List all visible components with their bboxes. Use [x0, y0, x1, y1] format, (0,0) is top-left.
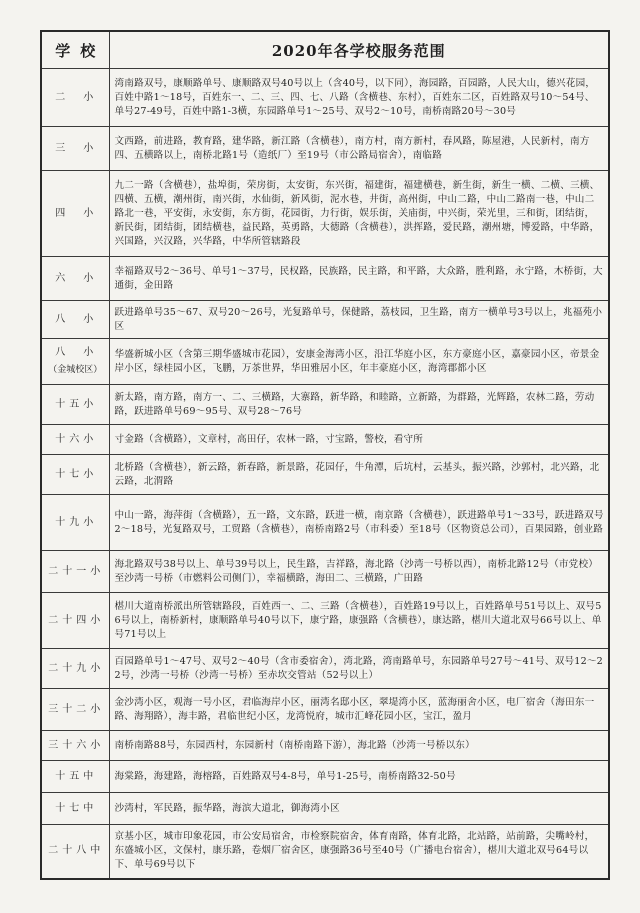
- service-scope: 沙湾村，军民路，振华路，海滨大道北，御海湾小区: [109, 793, 609, 825]
- school-name: 八 小: [41, 301, 109, 339]
- table-row: [41, 127, 609, 171]
- school-name: 二 小: [41, 69, 109, 127]
- service-scope: 南桥南路88号，东园西村，东园新村（南桥南路下游），海北路（沙湾一号桥以东）: [109, 731, 609, 761]
- table-header-row: [41, 31, 609, 69]
- service-scope: 海棠路，海建路，海榕路，百姓路双号4-8号，单号1-25号，南桥南路32-50号: [109, 761, 609, 793]
- table-row: [41, 339, 609, 385]
- school-name: 十七中: [41, 793, 109, 825]
- header-school: 学校: [41, 31, 109, 69]
- service-scope: 跃进路单号35～67、双号20～26号，光复路单号，保健路，荔枝园，卫生路，南方一横单号3号以上，兆福苑小区: [109, 301, 609, 339]
- service-scope: 新太路，南方路，南方一、二、三横路，大寨路，新华路，和睦路，立新路，为群路，光辉路，农林二路，劳动路，跃进路单号69～95号、双号28～76号: [109, 385, 609, 425]
- school-name-with-campus: [41, 339, 109, 385]
- table-row: [41, 385, 609, 425]
- table-row: [41, 689, 609, 731]
- table-row: [41, 301, 609, 339]
- service-scope: 金沙湾小区，观海一号小区，君临海岸小区，丽湾名邸小区，翠堤湾小区，蓝海丽舍小区，电厂宿舍（海田东一路、海翔路），海丰路，君临世纪小区，龙湾悦府，城市汇峰花园小区，宝江，盈月: [109, 689, 609, 731]
- table-row: [41, 825, 609, 879]
- table-row: [41, 793, 609, 825]
- school-name: 四 小: [41, 171, 109, 257]
- school-name: 二十四小: [41, 593, 109, 649]
- school-name: 二十八中: [41, 825, 109, 879]
- service-scope: 寸金路（含横路），文章村，高田仔，农林一路，寸宝路，警校，看守所: [109, 425, 609, 455]
- service-scope: 椹川大道南桥派出所管辖路段，百姓西一、二、三路（含横巷），百姓路19号以上，百姓路单号51号以上、双号56号以上，南桥新村，康顺路单号40号以下，康宁路，康强路（含横巷），康达路，椹川大道北双号66号以上、单号71号以上: [109, 593, 609, 649]
- school-name: 十七小: [41, 455, 109, 495]
- table-row: [41, 171, 609, 257]
- service-scope: 百园路单号1～47号、双号2～40号（含市委宿舍），湾北路，湾南路单号，东园路单号27号～41号、双号12～22号，沙湾一号桥（沙湾一号桥）至赤坎交管站（52号以上）: [109, 649, 609, 689]
- school-name: 三 小: [41, 127, 109, 171]
- service-scope: 京基小区，城市印象花园，市公安局宿舍，市检察院宿舍，体育南路，体育北路，北站路，站前路，尖嘴岭村，东盛城小区，文保村，康乐路，卷烟厂宿舍区，康强路36号至40号（广播电台宿舍），椹川大道北双号64号以下、单号69号以下: [109, 825, 609, 879]
- service-scope: 九二一路（含横巷），盐埠街，荣房街，太安街，东兴街，福建街，福建横巷，新生街，新生一横、二横、三横、四横、五横，潮州街，南兴街，水仙街，新风街，泥水巷，井街，高州街，中山二路，中山二路南一巷，中山二路北一巷，平安街，永安街，东方街，花园街，力行街，娱乐街，关庙街，中兴街，荣光里，三和街，团结街，新民街，团结街，团结横巷，益民路，英勇路，大德路（含横巷），洪挥路，爱民路，潮州塘，博爱路，中华路，兴国路，兴汉路，兴华路，中华所管辖路段: [109, 171, 609, 257]
- campus-label: （金城校区）: [48, 365, 103, 375]
- school-name: 十五中: [41, 761, 109, 793]
- table-row: [41, 425, 609, 455]
- service-scope: 华盛新城小区（含第三期华盛城市花园），安康金海湾小区，沿江华庭小区，东方豪庭小区，嘉豪园小区，帝景金岸小区，绿桂园小区，飞鹏，万茶世界，华田雅居小区，年丰豪庭小区，海湾郡都小区: [109, 339, 609, 385]
- table-row: [41, 593, 609, 649]
- school-name: 十六小: [41, 425, 109, 455]
- service-scope: 北桥路（含横巷），新云路，新春路，新景路，花园仔，牛角潭，后坑村，云基头，振兴路，沙郭村，北兴路，北云路，北渭路: [109, 455, 609, 495]
- school-name: 六 小: [41, 257, 109, 301]
- school-scope-table: [40, 30, 610, 880]
- service-scope: 幸福路双号2～36号、单号1～37号，民权路，民族路，民主路，和平路，大众路，胜利路，永宁路，木桥街，大通街，金田路: [109, 257, 609, 301]
- table-row: [41, 551, 609, 593]
- school-name: 八 小: [55, 347, 98, 358]
- school-name: 二十一小: [41, 551, 109, 593]
- table-row: [41, 731, 609, 761]
- school-name: 三十六小: [41, 731, 109, 761]
- service-scope: 中山一路，海萍街（含横路），五一路，文东路，跃进一横，南京路（含横巷），跃进路单号1～33号，跃进路双号2～18号，光复路双号，工贸路（含横巷），南桥南路2号（市科委）至18号（区物资总公司），百果园路，创业路: [109, 495, 609, 551]
- school-name: 三十二小: [41, 689, 109, 731]
- table-row: [41, 69, 609, 127]
- header-scope-title: 2020年各学校服务范围: [109, 31, 609, 69]
- service-scope: 海北路双号38号以上、单号39号以上，民生路，吉祥路，海北路（沙湾一号桥以西），南桥北路12号（市党校）至沙湾一号桥（市燃料公司侧门），幸福横路，海田二、三横路，广田路: [109, 551, 609, 593]
- school-name: 二十九小: [41, 649, 109, 689]
- table-row: [41, 495, 609, 551]
- document-sheet: [40, 30, 608, 880]
- table-row: [41, 455, 609, 495]
- table-row: [41, 761, 609, 793]
- school-name: 十九小: [41, 495, 109, 551]
- table-row: [41, 257, 609, 301]
- school-name: 十五小: [41, 385, 109, 425]
- service-scope: 文西路，前进路，教育路，建华路，新江路（含横巷），南方村，南方新村，春风路，陈屋港，人民新村，南方四、五横路以上，南桥北路1号（造纸厂）至19号（市公路局宿舍），南临路: [109, 127, 609, 171]
- table-row: [41, 649, 609, 689]
- service-scope: 湾南路双号，康顺路单号、康顺路双号40号以上（含40号，以下同），海园路，百园路，人民大山，德兴花园，百姓中路1～18号，百姓东一、二、三、四、七、八路（含横巷、东村），百姓东二区，百姓路双号10～54号、单号27-49号，百姓中路1-3横，东园路单号1～25号、双号2～10号，南桥南路20号～30号: [109, 69, 609, 127]
